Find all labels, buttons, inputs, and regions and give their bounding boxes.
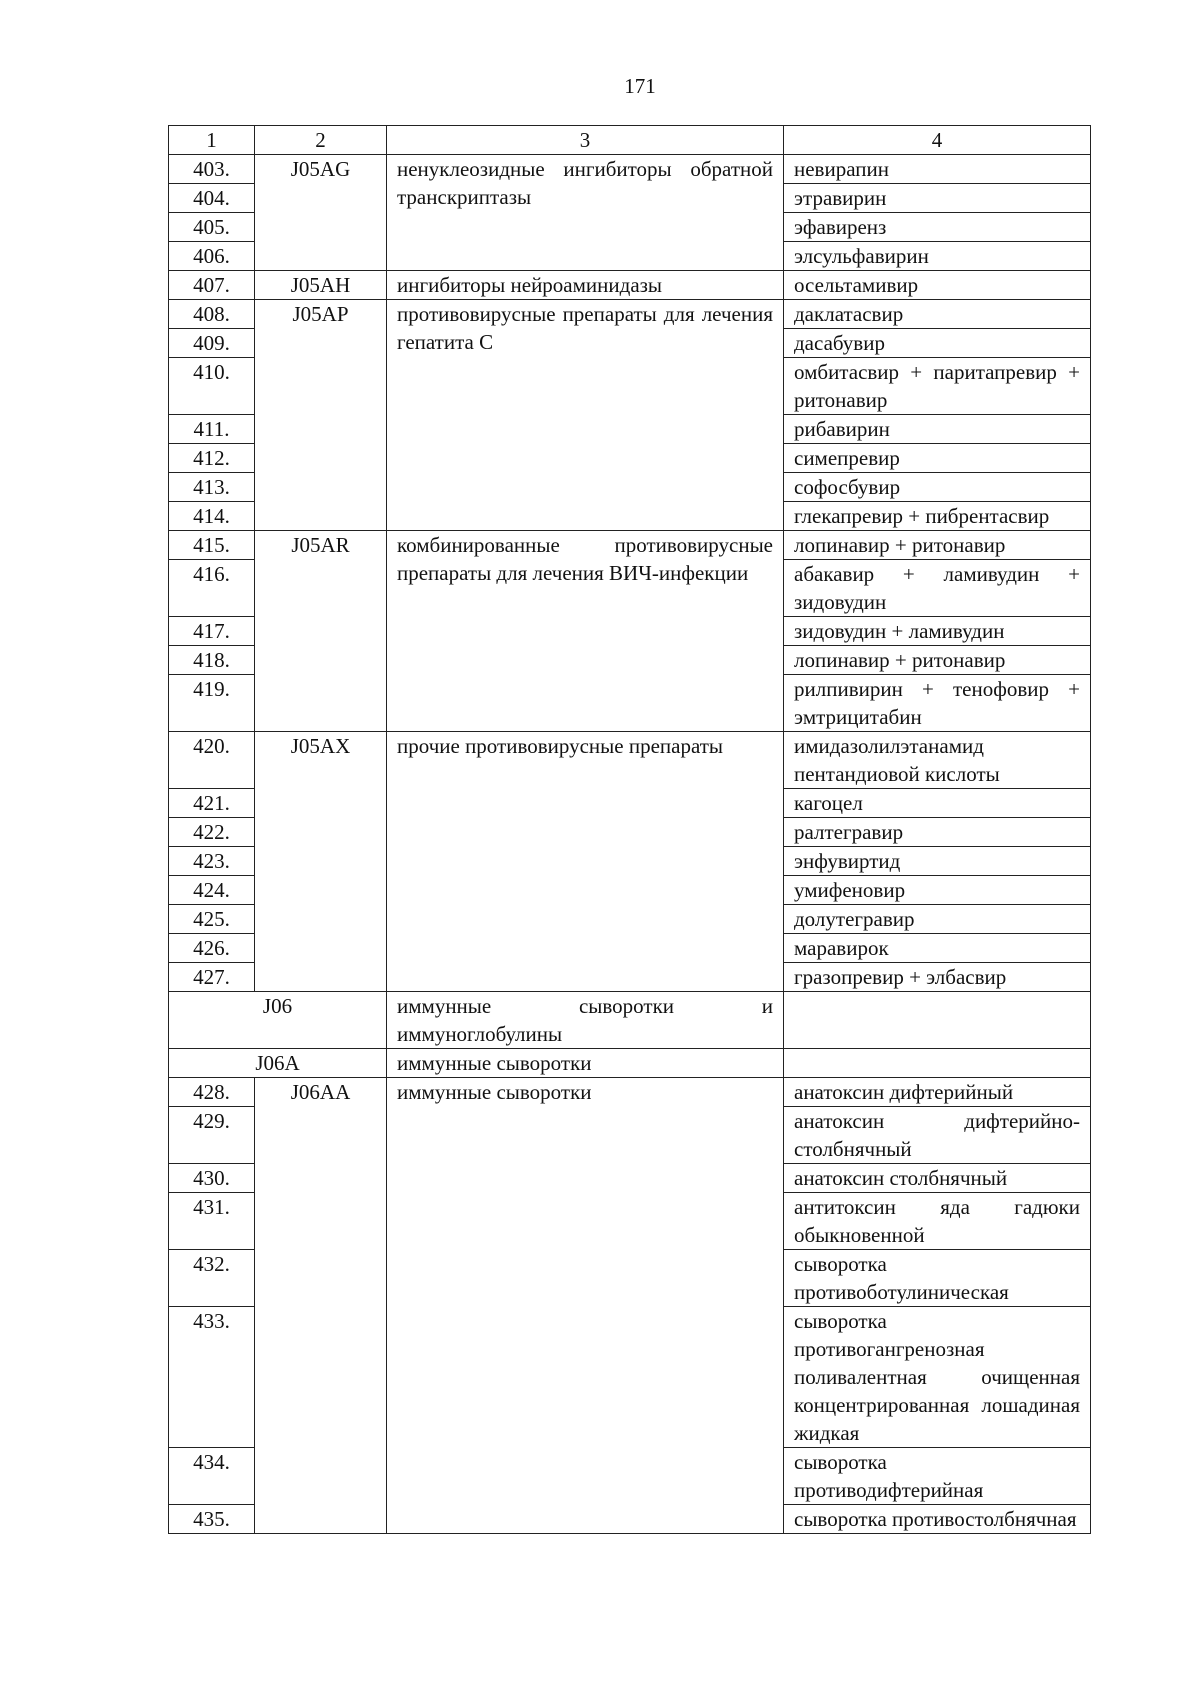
drug-name: элсульфавирин <box>784 242 1091 271</box>
row-number: 423. <box>169 847 255 876</box>
drug-name: лопинавир + ритонавир <box>784 646 1091 675</box>
drug-name: сыворотка противостолбнячная <box>784 1505 1091 1534</box>
row-number: 417. <box>169 617 255 646</box>
row-number: 428. <box>169 1078 255 1107</box>
row-number: 427. <box>169 963 255 992</box>
atc-code: J05AH <box>255 271 387 300</box>
page-number: 171 <box>624 74 656 98</box>
table-row <box>169 155 1091 184</box>
drug-name: антитоксин яда гадюки обыкновенной <box>784 1193 1091 1250</box>
row-number: 425. <box>169 905 255 934</box>
row-number: 403. <box>169 155 255 184</box>
drug-name: эфавиренз <box>784 213 1091 242</box>
atc-code: J05AG <box>255 155 387 271</box>
pharmacological-group: иммунные сыворотки <box>387 1049 784 1078</box>
row-number: 433. <box>169 1307 255 1448</box>
drug-name: ралтегравир <box>784 818 1091 847</box>
drug-name: рибавирин <box>784 415 1091 444</box>
drug-name: умифеновир <box>784 876 1091 905</box>
pharmacological-group: ненуклеозидные ингибиторы обратной транскриптазы <box>387 155 784 271</box>
row-number: 429. <box>169 1107 255 1164</box>
row-number: 411. <box>169 415 255 444</box>
drug-name: долутегравир <box>784 905 1091 934</box>
table-row <box>169 300 1091 329</box>
pharmacological-group: противовирусные препараты для лечения гепатита C <box>387 300 784 531</box>
row-number: 418. <box>169 646 255 675</box>
drug-name: омбитасвир + паритапревир + ритонавир <box>784 358 1091 415</box>
drug-name: сыворотка противодифтерийная <box>784 1448 1091 1505</box>
table-header-row <box>169 126 1091 155</box>
row-number: 432. <box>169 1250 255 1307</box>
row-number: 412. <box>169 444 255 473</box>
drug-name: анатоксин дифтерийно-столбнячный <box>784 1107 1091 1164</box>
drug-name-empty <box>784 1049 1091 1078</box>
drug-name: сыворотка противоботулиническая <box>784 1250 1091 1307</box>
drug-name: имидазолилэтанамид пентандиовой кислоты <box>784 732 1091 789</box>
row-number: 426. <box>169 934 255 963</box>
row-number: 431. <box>169 1193 255 1250</box>
row-number: 419. <box>169 675 255 732</box>
drug-name: сыворотка противогангренозная поливалентная очищенная концентрированная лошадиная жидкая <box>784 1307 1091 1448</box>
row-number: 413. <box>169 473 255 502</box>
drug-name: маравирок <box>784 934 1091 963</box>
section-row <box>169 992 1091 1049</box>
atc-code: J05AP <box>255 300 387 531</box>
row-number: 434. <box>169 1448 255 1505</box>
row-number: 422. <box>169 818 255 847</box>
atc-code: J06AA <box>255 1078 387 1534</box>
row-number: 404. <box>169 184 255 213</box>
drug-name: кагоцел <box>784 789 1091 818</box>
pharmacological-group: ингибиторы нейроаминидазы <box>387 271 784 300</box>
atc-code: J06A <box>169 1049 387 1078</box>
pharmacological-group: иммунные сыворотки и иммуноглобулины <box>387 992 784 1049</box>
atc-code: J05AX <box>255 732 387 992</box>
drug-name: анатоксин столбнячный <box>784 1164 1091 1193</box>
row-number: 421. <box>169 789 255 818</box>
section-row <box>169 1049 1091 1078</box>
column-header-3: 3 <box>387 126 784 155</box>
column-header-1: 1 <box>169 126 255 155</box>
drug-name: гразопревир + элбасвир <box>784 963 1091 992</box>
drug-name: зидовудин + ламивудин <box>784 617 1091 646</box>
row-number: 409. <box>169 329 255 358</box>
pharmacological-group: прочие противовирусные препараты <box>387 732 784 992</box>
table-row <box>169 271 1091 300</box>
drug-name: энфувиртид <box>784 847 1091 876</box>
drug-name: софосбувир <box>784 473 1091 502</box>
row-number: 414. <box>169 502 255 531</box>
drug-name: симепревир <box>784 444 1091 473</box>
drug-name: лопинавир + ритонавир <box>784 531 1091 560</box>
drug-name: дасабувир <box>784 329 1091 358</box>
row-number: 415. <box>169 531 255 560</box>
drug-name: анатоксин дифтерийный <box>784 1078 1091 1107</box>
column-header-2: 2 <box>255 126 387 155</box>
drug-name: осельтамивир <box>784 271 1091 300</box>
drug-name: невирапин <box>784 155 1091 184</box>
row-number: 408. <box>169 300 255 329</box>
atc-code: J06 <box>169 992 387 1049</box>
row-number: 416. <box>169 560 255 617</box>
row-number: 405. <box>169 213 255 242</box>
row-number: 435. <box>169 1505 255 1534</box>
row-number: 430. <box>169 1164 255 1193</box>
column-header-4: 4 <box>784 126 1091 155</box>
drug-name: этравирин <box>784 184 1091 213</box>
drug-name: рилпивирин + тенофовир + эмтрицитабин <box>784 675 1091 732</box>
row-number: 406. <box>169 242 255 271</box>
table-row <box>169 531 1091 560</box>
drug-name: даклатасвир <box>784 300 1091 329</box>
row-number: 410. <box>169 358 255 415</box>
row-number: 407. <box>169 271 255 300</box>
row-number: 424. <box>169 876 255 905</box>
table-row <box>169 732 1091 789</box>
drug-name-empty <box>784 992 1091 1049</box>
row-number: 420. <box>169 732 255 789</box>
pharmacological-group: комбинированные противовирусные препараты для лечения ВИЧ-инфекции <box>387 531 784 732</box>
drug-table <box>168 125 1091 1534</box>
pharmacological-group: иммунные сыворотки <box>387 1078 784 1534</box>
table-row <box>169 1078 1091 1107</box>
atc-code: J05AR <box>255 531 387 732</box>
drug-name: абакавир + ламивудин + зидовудин <box>784 560 1091 617</box>
drug-name: глекапревир + пибрентасвир <box>784 502 1091 531</box>
